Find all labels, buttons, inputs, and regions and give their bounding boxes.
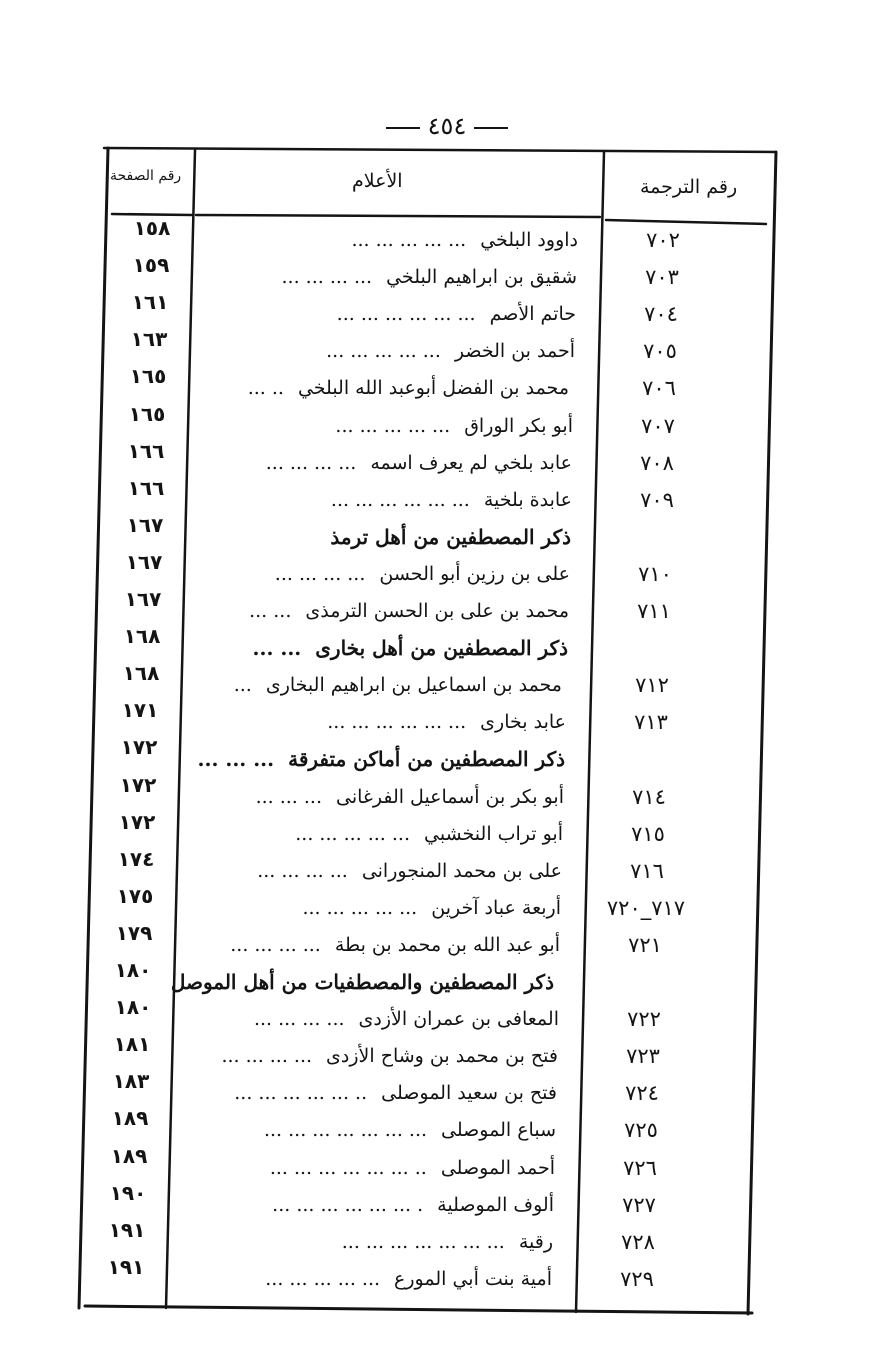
leader-dots: ... ... ... ... ...	[302, 896, 418, 919]
entry-name-text: عابد بخارى	[480, 711, 566, 734]
entry-name	[149, 370, 569, 406]
page-number-cell: ١٦٥	[128, 401, 166, 426]
entry-name-text: فتح بن محمد بن وشاح الأزدى	[326, 1045, 558, 1068]
entry-name-text: على بن رزين أبو الحسن	[379, 562, 570, 585]
leader-dots: ... ... ... ... ...	[335, 414, 451, 437]
entry-name-text: داوود البلخي	[480, 229, 578, 251]
page-number-cell: ١٧٩	[115, 920, 153, 945]
leader-dots: ... ... ... ... ...	[295, 822, 411, 845]
page-number-cell: ١٧٢	[118, 809, 156, 834]
leader-dots: ... ... ... ... ...	[351, 229, 467, 251]
entry-name-text: عابد بلخي لم يعرف اسمه	[370, 451, 572, 474]
page-number-cell: ١٨٠	[114, 995, 152, 1020]
page-number-cell: ١٧٤	[117, 846, 155, 871]
page-number-cell: ١٦٧	[124, 587, 162, 611]
page-number-cell: ١٦٧	[125, 549, 163, 574]
biography-number-cell: ٧٢٨	[621, 1229, 655, 1254]
leader-dots: ... ... ... ...	[221, 1045, 313, 1068]
biography-number-cell: ٧٢٧	[622, 1192, 656, 1217]
page-number-cell: ١٦٥	[129, 364, 167, 389]
section-heading	[134, 964, 554, 1000]
page-number-cell: ١٦١	[131, 290, 169, 315]
entry-name	[165, 1150, 555, 1186]
biography-number-cell: ٧٢٤	[625, 1081, 659, 1106]
page-number-text: ٤٥٤	[427, 112, 467, 140]
entry-name	[180, 556, 570, 592]
entry-name	[169, 1001, 559, 1037]
leader-dots: ... ... ... ...	[274, 562, 366, 585]
biography-number-cell: ٧١٠	[638, 561, 672, 586]
page-number-cell: ١٨٩	[111, 1106, 149, 1131]
entry-name-text: ألوف الموصلية	[437, 1193, 554, 1216]
page-number-cell: ١٦٨	[123, 624, 161, 649]
page-number-cell: ١٨٣	[112, 1069, 150, 1094]
page-number-cell: ١٥٨	[133, 216, 171, 240]
leader-dots: ... ... ... ...	[281, 266, 373, 289]
section-heading	[178, 630, 568, 666]
entry-name-text: أحمد الموصلى	[440, 1156, 555, 1179]
leader-dots: ... ... ... ... ... ... ...	[263, 1119, 428, 1142]
page-number-cell: ١٩٠	[109, 1180, 147, 1205]
page-number-cell: ١٨٠	[114, 958, 152, 982]
entry-name	[162, 1261, 552, 1297]
entry-name	[142, 667, 562, 703]
leader-dots: ... ... ...	[255, 785, 322, 808]
leader-dots: .. ...	[247, 377, 284, 400]
biography-number-cell: ٧٢١	[628, 932, 662, 957]
page-number-cell: ١٧٢	[119, 772, 157, 797]
entry-name-text: رقية	[518, 1230, 553, 1253]
biography-number-cell: ٧١٣	[634, 710, 668, 735]
entry-name	[176, 704, 566, 740]
page-number-cell: ١٦٣	[130, 327, 168, 352]
bottom-rule	[85, 1306, 752, 1313]
biography-number-cell: ٧٠٩	[640, 487, 674, 512]
entry-name	[185, 333, 575, 369]
biography-number-cell: ٧٠٢	[646, 228, 680, 252]
entry-name-text: سباع الموصلى	[441, 1119, 556, 1142]
top-rule	[104, 148, 776, 152]
biography-number-cell: ٧٢٥	[624, 1118, 658, 1143]
biography-number-cell: ٧٢٩	[620, 1266, 654, 1291]
biography-number-cell: ٧١٤	[632, 784, 666, 809]
entry-name-text: أبو بكر بن أسماعيل الفرغانى	[336, 785, 564, 808]
biography-number-cell: ٧٢٢	[627, 1007, 661, 1032]
biography-number-cell: ٧١٧_٧٢٠	[606, 895, 686, 920]
entry-name	[168, 1038, 558, 1074]
biography-number-cell: ٧٠٥	[643, 339, 677, 364]
leader-dots: ... ... ... ...	[230, 933, 321, 956]
leader-dots: .. ... ... ... ... ...	[234, 1082, 368, 1105]
header-names-col: الأعلام	[352, 170, 403, 192]
entry-name-text: فتح بن سعيد الموصلى	[381, 1082, 557, 1105]
entry-name	[187, 259, 577, 295]
page-number-cell: ١٦٦	[127, 438, 165, 463]
entry-name-text: ذكر المصطفين من أماكن متفرقة	[288, 747, 565, 772]
leader-dots: ... ... ... ... ... ...	[330, 488, 470, 511]
entry-name	[170, 927, 560, 963]
entry-name	[188, 222, 578, 258]
entry-name-text: أربعة عباد آخرين	[431, 896, 561, 919]
entry-name-text: المعافى بن عمران الأزدى	[358, 1008, 559, 1031]
entry-name	[174, 779, 564, 815]
entry-name	[179, 593, 569, 629]
biography-number-cell: ٧٢٦	[623, 1155, 657, 1180]
entry-name-text: محمد بن على بن الحسن الترمذى	[305, 600, 569, 622]
section-heading	[181, 519, 571, 555]
leader-dots: ... ... ... ...	[253, 1008, 345, 1031]
entry-name-text: محمد بن الفضل أبوعبد الله البلخي	[297, 377, 569, 400]
biography-number-cell: ٧١٥	[631, 821, 665, 846]
biography-number-cell: ٧١١	[637, 599, 671, 623]
biography-number-cell: ٧٠٧	[641, 413, 675, 438]
entry-name	[183, 408, 573, 444]
entry-name	[163, 1224, 553, 1260]
leader-dots: ... ... ...	[197, 747, 275, 772]
table-row	[0, 1254, 868, 1297]
entry-name	[182, 445, 572, 481]
entry-name	[173, 816, 563, 852]
page-number-cell: ١٧١	[121, 698, 159, 723]
page-number-cell: ١٦٦	[127, 475, 165, 500]
page-number-cell: ١٨١	[113, 1032, 151, 1057]
section-heading	[175, 741, 565, 777]
leader-dots: ... ... ... ... ... ... ...	[341, 1230, 505, 1253]
leader-dots	[316, 525, 330, 549]
header-bio-col: رقم الترجمة	[640, 176, 738, 198]
entry-name	[164, 1187, 554, 1223]
page-number-cell: ١٩١	[107, 1254, 145, 1279]
biography-number-cell: ٧١٦	[630, 858, 664, 883]
biography-number-cell: ٧٠٦	[642, 376, 676, 401]
leader-dots: ... ...	[252, 636, 302, 661]
header-page-col: رقم الصفحة	[110, 168, 182, 184]
entry-name	[186, 296, 576, 332]
leader-dots: ...	[233, 674, 252, 697]
entry-name-text: ذكر المصطفين من أهل ترمذ	[330, 524, 571, 549]
leader-dots: ... ... ... ...	[257, 859, 348, 882]
entry-name-text: أبو تراب النخشبي	[424, 822, 563, 845]
entry-name-text: أمية بنت أبي المورع	[394, 1267, 552, 1290]
leader-dots: ... ... ... ... ... ...	[336, 303, 476, 326]
page-number-cell: ١٦٨	[122, 661, 160, 686]
leader-dots: ... ... ... ... ...	[326, 340, 441, 363]
page-number-cell: ١٩١	[108, 1217, 146, 1242]
entry-name-text: شقيق بن ابراهيم البلخي	[386, 266, 577, 289]
header-rule-names	[196, 215, 600, 217]
entry-name-text: أبو بكر الوراق	[464, 414, 573, 437]
entry-name	[171, 890, 561, 926]
page-number-cell: ١٧٢	[120, 735, 158, 760]
page-number-cell: ١٥٩	[132, 253, 170, 278]
leader-dots: .. ... ... ... ... ... ...	[269, 1156, 427, 1179]
page-number-cell: ١٦٧	[126, 512, 164, 537]
page-number-cell: ١٨٩	[110, 1143, 148, 1168]
entry-name-text: على بن محمد المنجورانى	[361, 859, 562, 882]
biography-number-cell: ٧٠٤	[644, 302, 678, 327]
biography-number-cell: ٧٢٣	[626, 1044, 660, 1069]
leader-dots: ... ... ... ... ... ...	[327, 711, 467, 734]
entry-name	[167, 1075, 557, 1111]
page-number-cell: ١٧٥	[116, 883, 154, 908]
biography-number-cell: ٧٠٣	[645, 265, 679, 290]
entry-name-text: أحمد بن الخضر	[454, 340, 575, 363]
entry-name-text: أبو عبد الله بن محمد بن بطة	[334, 933, 560, 956]
entry-name	[182, 482, 572, 518]
entry-name-text: ذكر المصطفين من أهل بخارى	[315, 636, 568, 661]
entry-name-text: عابدة بلخية	[483, 488, 572, 511]
entry-name-text: محمد بن اسماعيل بن ابراهيم البخارى	[265, 674, 562, 697]
biography-number-cell: ٧٠٨	[640, 450, 674, 475]
leader-dots: . ... ... ... ... ... ...	[272, 1193, 424, 1216]
biography-number-cell: ٧١٢	[635, 673, 669, 698]
leader-dots: ... ... ... ... ...	[265, 1267, 381, 1290]
entry-name-text: ذكر المصطفين والمصطفيات من أهل الموصل	[170, 970, 554, 994]
leader-dots: ... ... ... ...	[265, 451, 357, 474]
entry-name-text: حاتم الأصم	[489, 303, 576, 326]
entry-name	[166, 1112, 556, 1148]
entry-name	[172, 853, 562, 889]
leader-dots: ... ...	[249, 600, 292, 622]
